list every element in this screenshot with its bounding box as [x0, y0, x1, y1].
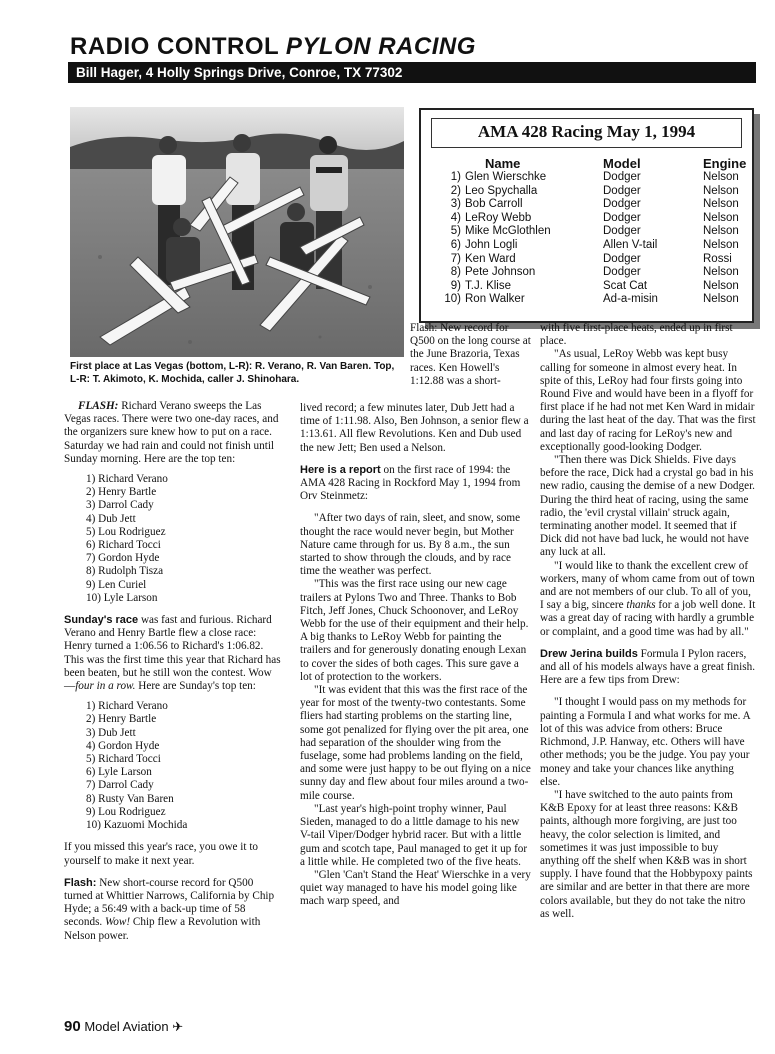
row-model: Dodger: [603, 184, 641, 197]
row-name: Pete Johnson: [465, 266, 536, 279]
row-model: Dodger: [603, 171, 641, 183]
results-table: [443, 156, 746, 307]
row-model: Dodger: [603, 211, 641, 224]
italic-text: four in a row.: [75, 680, 136, 693]
list-item: 1) Richard Verano: [86, 473, 168, 486]
row-model: Scat Cat: [603, 279, 648, 292]
title-pylon-racing: PYLON RACING: [285, 33, 476, 60]
row-engine: Nelson: [703, 171, 739, 183]
table-row: [443, 293, 746, 307]
row-engine: Nelson: [703, 238, 739, 251]
list-item: 7) Darrol Cady: [86, 779, 154, 792]
list-item: 5) Richard Tocci: [86, 753, 161, 766]
row-number: 10): [444, 293, 461, 306]
sundays-race-lead: Sunday's race: [64, 614, 139, 627]
paragraph: If you missed this year's race, you owe it to yourself to make it next year.: [64, 841, 259, 867]
title-radio-control: RADIO CONTROL: [70, 33, 279, 60]
table-header-row: [443, 156, 746, 171]
header-name: Name: [485, 156, 521, 171]
paragraph-text: Formula I Pylon racers, and all of his models always have a great finish. Here are a few tips from Drew:: [540, 647, 755, 687]
row-name: Ken Ward: [465, 252, 516, 265]
paragraph-text: Chip flew a Revolution with Nelson power.: [64, 916, 261, 942]
paragraph: "Then there was Dick Shields. Five days before the race, Dick had a crystal go bad in his new radio, causing the demise of a new Dodger. During the third heat of racing, using the same radio, the 'evil crystal villain' struck again, terminating another model. It seemed that if Dick did not have bad luck, he would not have any luck at all.: [540, 454, 755, 559]
paragraph-text: was fast and furious. Richard Verano and Henry Bartle flew a close race: Henry turned a 1:06.56 to Richard's 1:06.82. This was the first time this year that Richard has been beaten, but he still won the contest. Wow—: [64, 614, 281, 693]
page-number: 90: [64, 1018, 81, 1035]
row-engine: Nelson: [703, 211, 739, 224]
table-row: [443, 185, 746, 199]
row-engine: Nelson: [703, 198, 739, 211]
table-row: [443, 253, 746, 267]
sunday-top-ten-list: [64, 700, 282, 832]
list-item: 2) Henry Bartle: [86, 713, 157, 726]
paragraph-text: for a job well done. It was a great day of racing with hardly a grumble or complaint, and a good time was had by all.": [540, 599, 756, 638]
las-vegas-top-ten-list: [64, 473, 282, 605]
row-number: 9): [450, 279, 461, 292]
results-table-title: AMA 428 Racing May 1, 1994: [477, 122, 696, 141]
row-engine: Nelson: [703, 225, 739, 238]
list-item: 10) Lyle Larson: [86, 591, 158, 604]
drew-jerina-lead: Drew Jerina builds: [540, 647, 638, 660]
list-item: 8) Rusty Van Baren: [86, 792, 174, 805]
row-number: 7): [450, 252, 461, 265]
row-engine: Nelson: [703, 184, 739, 197]
paragraph: "I have switched to the auto paints from K&B Epoxy for at least three reasons: K&B paints, although more forgiving, are just too heavy, the color selection is limited, and sometimes it was just impossible to buy anything off the shelf when K&B was in short supply. I have found that the Hobbypoxy paints are similar and are better in that there are more colors available, but they do not take the nitro as well.: [540, 788, 753, 920]
list-item: 4) Dub Jett: [86, 512, 136, 525]
page-footer: [64, 1018, 183, 1035]
italic-text: thanks: [626, 599, 656, 612]
table-row: [443, 212, 746, 226]
row-name: T.J. Klise: [465, 279, 512, 292]
table-row: [443, 171, 746, 185]
paragraph: [540, 560, 756, 639]
paragraph-text: Here are Sunday's top ten:: [135, 680, 256, 693]
list-item: 8) Rudolph Tisza: [86, 565, 164, 578]
column-2-top: Flash: New record for Q500 on the long course at the June Brazoria, Texas races. Ken Howell's 1:12.88 was a short-: [410, 322, 531, 387]
column-1: [64, 400, 282, 943]
author-byline: Bill Hager, 4 Holly Springs Drive, Conroe, TX 77302: [68, 62, 756, 83]
report-lead: Here is a report: [300, 463, 381, 476]
row-name: Bob Carroll: [465, 198, 523, 211]
list-item: 2) Henry Bartle: [86, 486, 157, 499]
row-name: LeRoy Webb: [465, 211, 532, 224]
row-model: Dodger: [603, 225, 641, 238]
list-item: 9) Lou Rodriguez: [86, 805, 166, 818]
row-name: Glen Wierschke: [465, 171, 547, 183]
paragraph: "Glen 'Can't Stand the Heat' Wierschke in a very quiet way managed to have his model going like mach warp speed, and: [300, 868, 531, 908]
photo-caption: First place at Las Vegas (bottom, L-R): R. Verano, R. Van Baren. Top, L-R: T. Akimoto, K. Mochida, caller J. Shinohara.: [70, 361, 395, 385]
column-3: [540, 322, 756, 921]
paragraph: lived record; a few minutes later, Dub Jett had a time of 1:11.98. Also, Ben Johnson, a senior flew a 1:13.61. All flew Revolutions. Ken and Dub used the new Jett; Ben used a Nelson.: [300, 402, 529, 454]
row-engine: Rossi: [703, 252, 732, 265]
paragraph-text: on the first race of 1994: the AMA 428 Racing in Rockford May 1, 1994 from Orv Steinmetz:: [300, 463, 521, 503]
row-number: 8): [450, 266, 461, 279]
list-item: 3) Darrol Cady: [86, 499, 154, 512]
paragraph: [540, 648, 756, 688]
row-number: 2): [450, 184, 461, 197]
list-item: 7) Gordon Hyde: [86, 552, 160, 565]
paragraph: "After two days of rain, sleet, and snow, some thought the race would never begin, but Mother Nature came through for us. By 8 a.m., the sun started to show through the clouds, and by race time the weather was perfect.: [300, 512, 521, 578]
table-row: [443, 280, 746, 294]
row-model: Allen V-tail: [603, 238, 658, 251]
table-row: [443, 266, 746, 280]
row-number: 1): [450, 171, 461, 183]
paragraph: "As usual, LeRoy Webb was kept busy calling for someone in almost every heat. In spite of this, LeRoy had four firsts going into Round Five and would have been in a flyoff for first place if he had not met Ken Ward in midair during the last heat of the day. That was the first and last day of racing for LeRoy's new and exceptionally good-looking Dodger.: [540, 348, 756, 453]
paragraph: [64, 400, 282, 466]
list-item: 3) Dub Jett: [86, 726, 136, 739]
flash-lead: FLASH:: [78, 400, 119, 412]
row-engine: Nelson: [703, 279, 739, 292]
list-item: 4) Gordon Hyde: [86, 739, 160, 752]
list-item: 6) Lyle Larson: [86, 766, 152, 779]
header-engine: Engine: [703, 156, 747, 171]
row-name: Mike McGlothlen: [465, 225, 551, 238]
photo-illustration: [70, 107, 404, 357]
table-row: [443, 239, 746, 253]
results-table-box: [419, 108, 754, 323]
italic-text: Wow!: [105, 916, 131, 929]
paragraph-text: Richard Verano sweeps the Las Vegas races. There were two one-day races, and the organizers sure knew how to put on a race. Saturday we had rain and could not finish until Sunday morning. Here are the top ten:: [64, 400, 279, 465]
flash-lead-2: Flash:: [64, 876, 97, 889]
header-model: Model: [603, 156, 641, 171]
page-title: [70, 34, 476, 60]
table-row: [443, 225, 746, 239]
plane-icon: ✈: [172, 1019, 184, 1034]
row-name: Ron Walker: [465, 293, 525, 306]
race-winners-photo: [70, 107, 404, 357]
paragraph: "I thought I would pass on my methods for painting a Formula I and what works for me. A lot of this was advice from others: Bruce Richmond, J.P. Hanway, etc. Others will have other methods; you be the judge. You pay your money and take your chances like anything else.: [540, 696, 751, 788]
paragraph: with five first-place heats, ended up in first place.: [540, 322, 733, 348]
row-engine: Nelson: [703, 293, 739, 306]
row-number: 4): [450, 211, 461, 224]
row-number: 5): [450, 225, 461, 238]
row-model: Dodger: [603, 198, 641, 211]
column-2: [300, 402, 532, 909]
row-model: Dodger: [603, 252, 641, 265]
paragraph: [300, 464, 532, 504]
paragraph: "Last year's high-point trophy winner, Paul Sieden, managed to do a little damage to his new V-tail Viper/Dodger hybrid racer. But with a little gum and scotch tape, Paul managed to get it up for a little while. He completed two of the five heats.: [300, 802, 528, 868]
paragraph-text: New short-course record for Q500 turned at Whittier Narrows, California by Chip Hyde; a 56:49 with a back-up time of 58 seconds.: [64, 876, 275, 929]
list-item: 6) Richard Tocci: [86, 539, 161, 552]
paragraph: [64, 614, 282, 693]
magazine-name: Model Aviation: [84, 1019, 169, 1034]
list-item: 1) Richard Verano: [86, 700, 168, 713]
row-name: Leo Spychalla: [465, 184, 538, 197]
row-number: 6): [450, 238, 461, 251]
paragraph: "This was the first race using our new cage trailers at Pylons Two and Three. Thanks to Bob Fitch, Jeff Jones, Chuck Schoonover, and LeRoy Webb for the use of their equipment and their help. A big thanks to LeRoy Webb for painting the trailers and for generously donating enough Lexan to cover the sides of both cages. This sure gave a lot of protection to the workers.: [300, 578, 529, 683]
paragraph: "It was evident that this was the first race of the year for most of the twenty-two contestants. Some fliers had starting problems on the starting line, some got penalized for flying over the pit area, one had separation of the shoulder wing from the fuselage, some had problems landing on the field, and some were just happy to be out flying on a nice sunny day and flew about four miles around a two-mile course.: [300, 684, 531, 802]
row-model: Dodger: [603, 266, 641, 279]
row-model: Ad-a-misin: [603, 293, 658, 306]
list-item: 9) Len Curiel: [86, 578, 147, 591]
paragraph: [64, 877, 282, 943]
row-number: 3): [450, 198, 461, 211]
row-engine: Nelson: [703, 266, 739, 279]
list-item: 10) Kazuomi Mochida: [86, 819, 188, 832]
list-item: 5) Lou Rodriguez: [86, 525, 166, 538]
row-name: John Logli: [465, 238, 518, 251]
paragraph-text: "I would like to thank the excellent crew of workers, many of whom came from out of town and are not members of our club. To all of you, I say a big, sincere: [540, 559, 755, 612]
table-row: [443, 198, 746, 212]
